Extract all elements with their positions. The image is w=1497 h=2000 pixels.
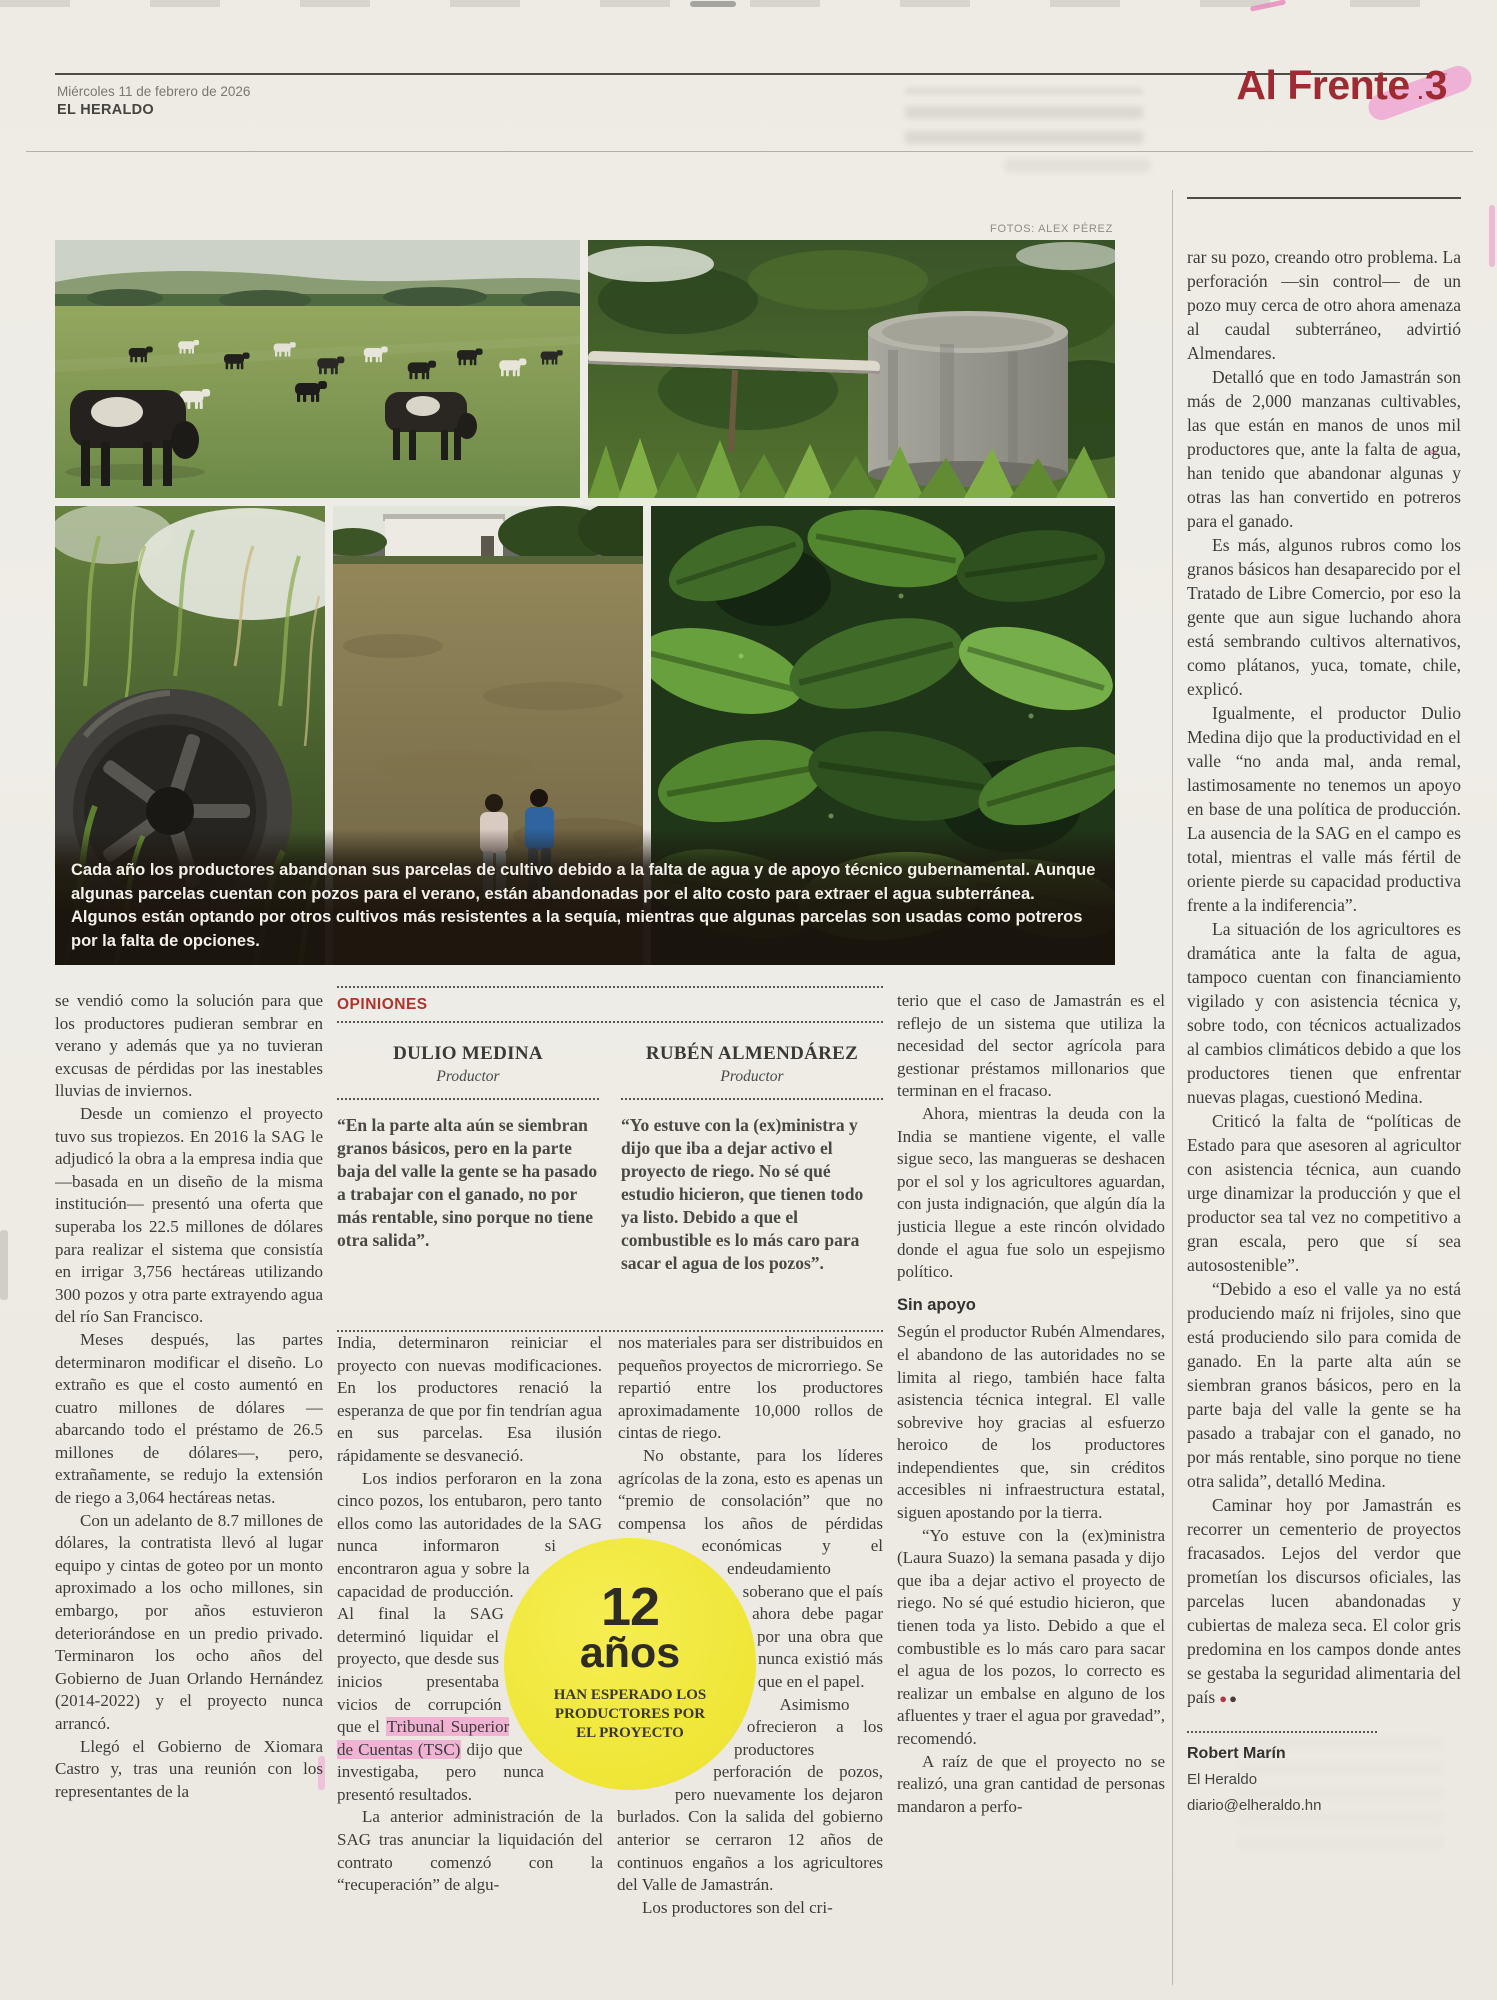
- callout-12-years: [504, 1538, 756, 1790]
- article-column-2: India, determinaron reiniciar el proyecto con nuevas modificaciones. En los productores renació la esperanza de que por fin tendrían agua en sus parcelas. Esa ilusión rápidamente se desvaneció. Los indios perforaron en la zona cinco pozos, los entubaron, pero tanto ellos como las autoridades de la SAG nunca informaron si encontraron agua y sobre la capacidad de producción. Al final la SAG determinó liquidar el proyecto, que desde sus inicios presentaba vicios de corrupción que el Tribunal Superior de Cuentas (TSC) dijo que investigaba, pero nunca presentó resultados. La anterior administración de la SAG tras anunciar la liquidación del contrato comenzó con la “recuperación” de algu-: [337, 1333, 603, 1895]
- opinion-quote-dulio-medina: [337, 1023, 599, 1275]
- scan-artifact: [0, 1230, 8, 1300]
- photo-credit: FOTOS: ALEX PÉREZ: [990, 223, 1113, 235]
- pink-highlight: Tribunal Superior de Cuentas (TSC): [337, 1717, 510, 1759]
- quote-author-role: Productor: [621, 1068, 883, 1100]
- scan-artifact: [1489, 205, 1495, 267]
- text-wrap-spacer: [602, 1332, 603, 1544]
- opinion-quote-ruben-almendarez: [621, 1023, 883, 1275]
- byline-email: diario@elheraldo.hn: [1187, 1797, 1322, 1814]
- ink-bleed-ghost: [905, 88, 1143, 144]
- article-column-4: terio que el caso de Jamastrán es el reflejo de un sistema que utiliza la necesidad del sector agrícola para gestionar préstamos millonarios que terminan en el fracaso. Ahora, mientras la deuda con la India se mantiene vigente, el valle sigue seco, las mangueras se deshacen por el sol y los agricultores aguardan, con justa indignación, que algún día la justicia llegue a este rincón olvidado donde el agua fue solo un espejismo político. Sin apoyo Según el productor Rubén Almendares, el abandono de las autoridades no se limita al riego, también hace falta asistencia técnica integral. El valle sobrevive hoy gracias al esfuerzo heroico de los productores independientes que, sin créditos accesibles ni infraestructura estatal, siguen apostando por la tierra. “Yo estuve con la (ex)ministra (Laura Suazo) la semana pasada y dijo que iba a dejar activo el proyecto de riego. No sé qué estudio hicieron, que tienen toda ya listo. Debido a que el combustible es lo más caro para sacar el agua de los pozos, lo correcto es realizar un embalse en alguno de los afluentes y traer el agua por gravedad”, recomendó. A raíz de que el proyecto no se realizó, una gran cantidad de personas mandaron a perfo-: [897, 991, 1165, 1816]
- callout-unit: años: [579, 1629, 681, 1678]
- quote-author-name: DULIO MEDINA: [393, 1043, 543, 1064]
- opinions-box: [337, 986, 883, 1332]
- photo-collage: [55, 223, 1115, 965]
- page-dot: .: [1417, 82, 1423, 104]
- edition-date: Miércoles 11 de febrero de 2026: [57, 84, 251, 99]
- photo-caption: Cada año los productores abandonan sus parcelas de cultivo debido a la falta de agua y de apoyo técnico gubernamental. Aunque algunas parcelas cuentan con pozos para el verano, están abandonadas por el alto costo para extraer el agua subterránea. Algunos están optando por otros cultivos más resistentes a la sequía, mientras que algunas parcelas son usadas como potreros por la falta de opciones.: [55, 829, 1115, 965]
- article-column-3: nos materiales para ser distribuidos en pequeños proyectos de microrriego. Se repartió entre los productores aproximadamente 10,000 rollos de cintas de riego. No obstante, para los líderes agrícolas de la zona, esto es apenas un “premio de consolación” que no compensa los años de pérdidas económicas y el endeudamiento soberano que el país ahora debe pagar por una obra que nunca existió más que en el papel. Asimismo ofrecieron a los productores perforación de pozos, pero nuevamente los dejaron burlados. Con la salida del gobierno anterior se cerraron 12 años de continuos engaños a los agricultores del Valle de Jamastrán. Los productores son del cri-: [617, 1333, 883, 1917]
- building: [383, 514, 505, 559]
- byline-author: Robert Marín: [1187, 1745, 1286, 1762]
- article-column-5: rar su pozo, creando otro problema. La perforación —sin control— de un pozo muy cerca de otro ahora amenaza al caudal subterráneo, advirtió Almendares. Detalló que en todo Jamastrán son más de 2,000 manzanas cultivables, las que están en manos de unos mil productores que, ante la falta de agua, han tenido que abandonar algunas y otras las han convertido en potreros para el ganado. Es más, algunos rubros como los granos básicos han desaparecido por el Tratado de Libre Comercio, por eso la gente que aun sigue luchando ahora está sembrando cultivos alternativos, como plátanos, yuca, tomate, chile, explicó. Igualmente, el productor Dulio Medina dijo que la productividad en el valle “no anda mal, anda remal, lastimosamente no tenemos un apoyo en base de una política de producción. La ausencia de la SAG en el campo es total, mientras el valle más fértil de oriente pierde su capacidad productiva frente a la indiferencia”. La situación de los agricultores es dramática ante la falta de agua, tampoco cuentan con financiamiento vigilado y con asistencia técnica y, sobre todo, con técnicos actualizados al cambios climáticos debido a que los productores tienen que enfrentar nuevas plagas, cuestionó Medina. Criticó la falta de “políticas de Estado para que asesoren al agricultor con asistencia técnica, aun cuando urge dinamizar la producción y que el productor sea tal vez no competitivo a gran escala, pero que sí sea autosostenible”. “Debido a eso el valle ya no está produciendo maíz ni frijoles, sino que está produciendo silo para comida de ganado. En la parte alta aún se siembran granos básicos, pero en la parte baja del valle la gente se ha pasado a trabajar con el ganado, no por más rentable, sino porque no tiene otra salida”, detalló Medina. Caminar hoy por Jamastrán es recorrer un cementerio de proyectos fracasados. Lejos del verdor que prometían los discursos oficiales, las parcelas lucen abandonadas y cubiertas de maleza seca. El color gris predomina en los campos donde antes se gestaba la seguridad alimentaria del país ● ● Robert Marín El Heraldo diario@elheraldo.hn: [1187, 197, 1461, 1989]
- page-number: 3: [1424, 62, 1447, 108]
- scan-artifact: [690, 1, 736, 7]
- ink-bleed-ghost: [1005, 158, 1150, 172]
- byline-outlet: El Heraldo: [1187, 1771, 1258, 1788]
- header-subrule: [26, 151, 1473, 152]
- section-title: [1236, 62, 1447, 109]
- quote-text: “En la parte alta aún se siembran granos básicos, pero en la parte baja del valle la gente se ha pasado a trabajar con el ganado, no por más rentable, sino porque no tiene otra salida”.: [337, 1115, 598, 1250]
- photo-cattle-pasture: [55, 240, 580, 498]
- section-name: Al Frente: [1236, 62, 1410, 108]
- photo-water-tank: [588, 240, 1115, 498]
- opinions-header: OPINIONES: [337, 988, 883, 1023]
- masthead: EL HERALDO: [57, 102, 154, 118]
- end-mark-dot: ●: [1229, 1691, 1237, 1706]
- callout-number: 12: [600, 1577, 660, 1638]
- column-rule: [1172, 190, 1173, 1985]
- quote-author-role: Productor: [337, 1068, 599, 1100]
- end-mark-dot: ●: [1219, 1691, 1228, 1706]
- quote-author-name: RUBÉN ALMENDÁREZ: [645, 1043, 859, 1064]
- byline-block: [1187, 1731, 1377, 1818]
- article-column-1: se vendió como la solución para que los productores pudieran sembrar en verano y además que ya no tuvieran excusas de pérdidas por las inestables lluvias de inviernos. Desde un comienzo el proyecto tuvo sus tropiezos. En 2016 la SAG le adjudicó la obra a la empresa india que —basada en un diseño de la misma institución— presentó una oferta que superaba los 22.5 millones de dólares para realizar el sistema que consistía en irrigar 3,756 hectáreas utilizando 300 pozos y otra parte extrayendo agua del río San Francisco. Meses después, las partes determinaron modificar el diseño. Lo extraño es que el costo aumentó en cuatro millones de dólares —abarcando todo el préstamo de 26.5 millones de dólares—, pero, extrañamente, se redujo la extensión de riego a 3,064 hectáreas netas. Con un adelanto de 8.7 millones de dólares, la contratista llevó al lugar equipo y cintas de goteo por un monto aproximado a los ocho millones, sin embargo, por años estuvieron deteriorándose en un predio privado. Terminaron los ocho años del Gobierno de Juan Orlando Hernández (2014-2022) y el proyecto nunca arrancó. Llegó el Gobierno de Xiomara Castro y, tras una reunión con los representantes de la: [55, 991, 323, 1801]
- section-subhead: Sin apoyo: [897, 1295, 976, 1314]
- quote-text: “Yo estuve con la (ex)ministra y dijo que iba a dejar activo el proyecto de riego. No sé qué estudio hicieron, que tienen todo ya listo. Debido a que el combustible es lo más caro para sacar el agua de los pozos”.: [621, 1115, 864, 1273]
- callout-caption: HAN ESPERADO LOS PRODUCTORES POR EL PROYECTO: [553, 1686, 707, 1741]
